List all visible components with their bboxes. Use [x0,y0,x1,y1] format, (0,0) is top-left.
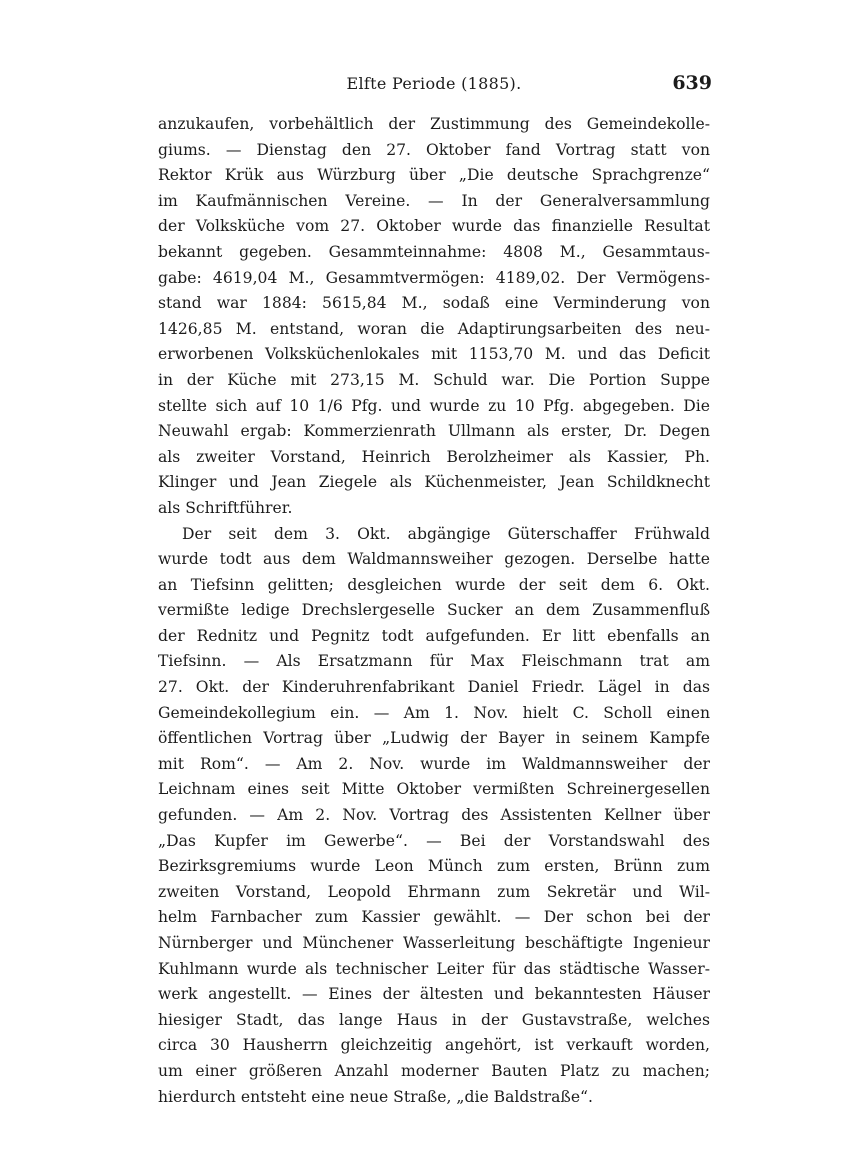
body-text [158,112,710,1110]
text-line: hiesiger Stadt, das lange Haus in der Gustavstraße, welches [158,1010,710,1029]
text-line: „Das Kupfer im Gewerbe“. — Bei der Vorstandswahl des [158,831,710,850]
text-line: Rektor Krük aus Würzburg über „Die deutsche Sprachgrenze“ [158,166,710,185]
text-line: 1426,85 M. entstand, woran die Adaptirungsarbeiten des neu- [158,319,710,338]
text-line: stand war 1884: 5615,84 M., sodaß eine Verminderung von [158,294,710,313]
text-line: Bezirksgremiums wurde Leon Münch zum ersten, Brünn zum [158,857,710,876]
text-line: hierdurch entsteht eine neue Straße, „die Baldstraße“. [158,1087,593,1106]
text-line: der Rednitz und Pegnitz todt aufgefunden. Er litt ebenfalls an [158,626,710,645]
text-line: Klinger und Jean Ziegele als Küchenmeister, Jean Schildknecht [158,473,710,492]
running-title: Elfte Periode (1885). [346,74,522,93]
text-line: gabe: 4619,04 M., Gesammtvermögen: 4189,02. Der Vermögens- [158,268,710,287]
text-line: stellte sich auf 10 1/6 Pfg. und wurde zu 10 Pfg. abgegeben. Die [158,396,710,415]
text-line: in der Küche mit 273,15 M. Schuld war. Die Portion Suppe [158,370,710,389]
text-line: giums. — Dienstag den 27. Oktober fand Vortrag statt von [158,140,710,159]
text-line: Der seit dem 3. Okt. abgängige Güterschaffer Frühwald [182,524,710,543]
text-line: Tiefsinn. — Als Ersatzmann für Max Fleischmann trat am [158,652,710,671]
page-number: 639 [672,72,712,94]
page-header [156,70,712,102]
text-line: Kuhlmann wurde als technischer Leiter für das städtische Wasser- [158,959,710,978]
text-line: als zweiter Vorstand, Heinrich Berolzheimer als Kassier, Ph. [158,447,710,466]
text-line: erworbenen Volksküchenlokales mit 1153,70 M. und das Deficit [158,345,710,364]
text-line: gefunden. — Am 2. Nov. Vortrag des Assistenten Kellner über [158,806,710,825]
text-line: als Schriftführer. [158,498,293,517]
text-line: öffentlichen Vortrag über „Ludwig der Bayer in seinem Kampfe [158,729,710,748]
text-line: werk angestellt. — Eines der ältesten und bekanntesten Häuser [158,985,710,1004]
text-line: circa 30 Hausherrn gleichzeitig angehört, ist verkauft worden, [158,1036,710,1055]
text-line: im Kaufmännischen Vereine. — In der Generalversammlung [158,191,710,210]
text-line: Gemeindekollegium ein. — Am 1. Nov. hielt C. Scholl einen [158,703,710,722]
text-line: der Volksküche vom 27. Oktober wurde das finanzielle Resultat [158,217,710,236]
text-line: Leichnam eines seit Mitte Oktober vermißten Schreinergesellen [158,780,710,799]
text-line: wurde todt aus dem Waldmannsweiher gezogen. Derselbe hatte [158,550,710,569]
text-line: Nürnberger und Münchener Wasserleitung beschäftigte Ingenieur [158,934,710,952]
text-line: um einer größeren Anzahl moderner Bauten Platz zu machen; [158,1061,710,1080]
text-line: 27. Okt. der Kinderuhrenfabrikant Daniel Friedr. Lägel in das [158,678,710,697]
text-line: vermißte ledige Drechslergeselle Sucker an dem Zusammenfluß [158,601,710,620]
text-line: anzukaufen, vorbehältlich der Zustimmung des Gemeindekolle- [158,115,710,133]
text-line: Neuwahl ergab: Kommerzienrath Ullmann als erster, Dr. Degen [158,422,710,441]
text-line: helm Farnbacher zum Kassier gewählt. — Der schon bei der [158,908,710,927]
text-line: zweiten Vorstand, Leopold Ehrmann zum Sekretär und Wil- [158,882,710,901]
text-line: mit Rom“. — Am 2. Nov. wurde im Waldmannsweiher der [158,754,710,773]
text-line: an Tiefsinn gelitten; desgleichen wurde der seit dem 6. Okt. [158,575,710,594]
text-line: bekannt gegeben. Gesammteinnahme: 4808 M., Gesammtaus- [158,242,710,261]
